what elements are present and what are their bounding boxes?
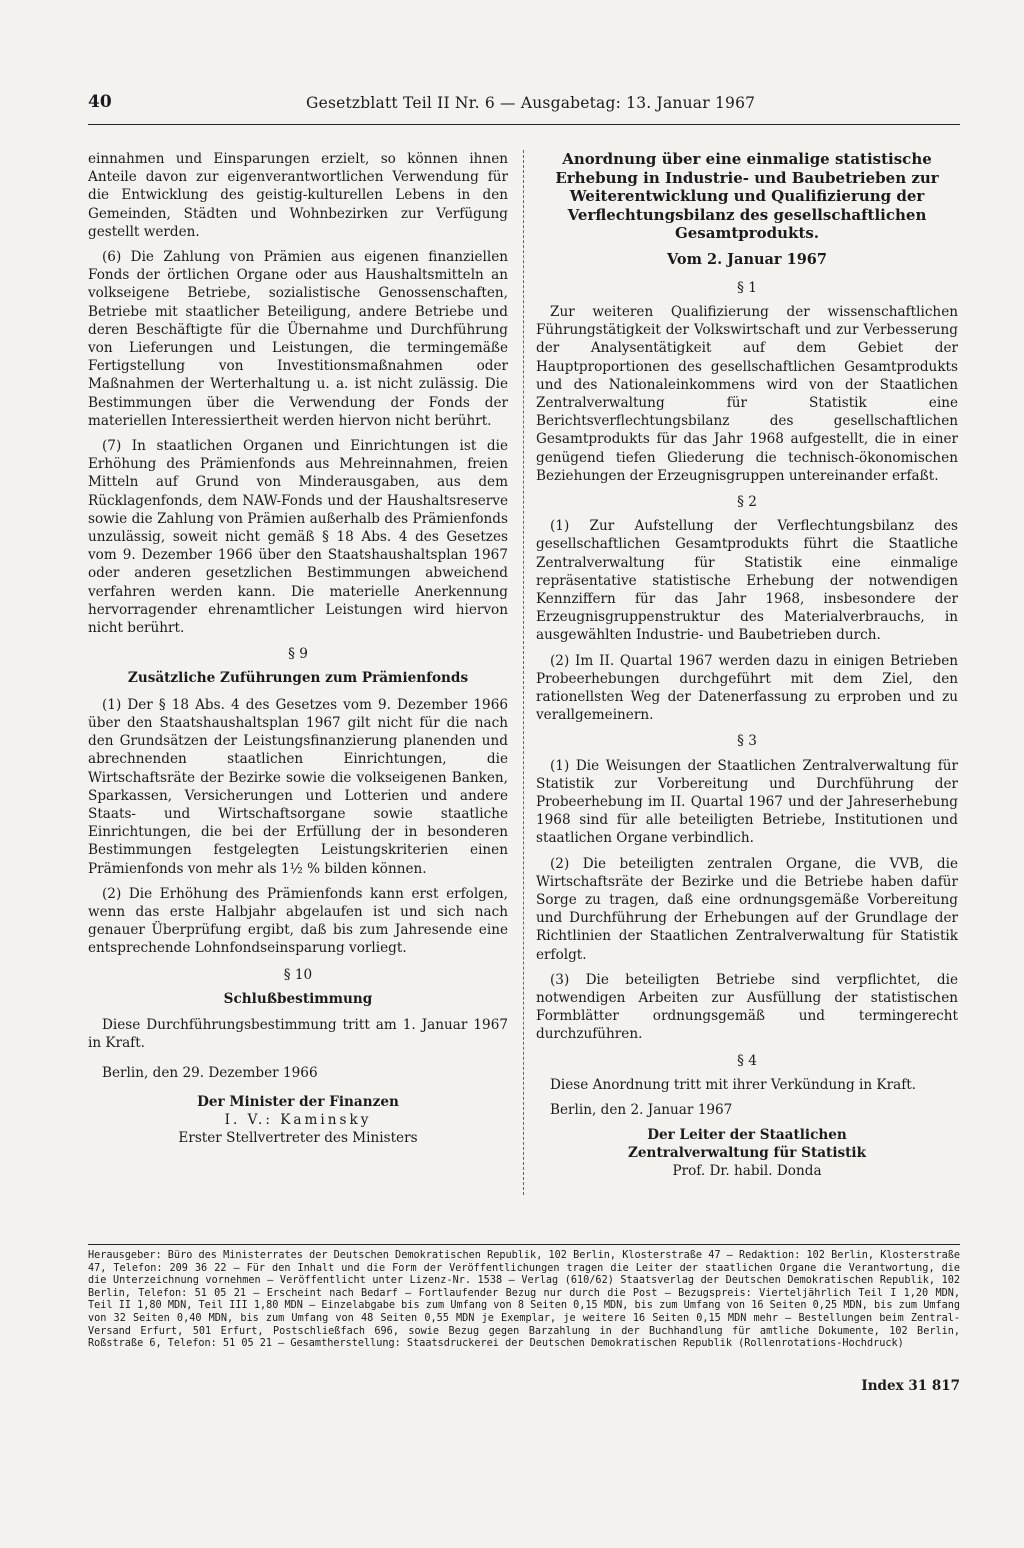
paragraph: (6) Die Zahlung von Prämien aus eigenen finanziellen Fonds der örtlichen Organe oder aus Haushaltsmitteln an volkseigene Betriebe, sozialistische Genossenschaften, Betriebe mit staatlicher Beteiligung, andere Betriebe und deren Beschäftigte für die Übernahme und Durchführung von Lieferungen und Leistungen, die termingemäße Fertigstellung von Investitionsmaßnahmen oder Maßnahmen der Werterhaltung u. a. ist nicht zulässig. Die Bestimmungen über die Verwendung der Fonds der materiellen Interessiertheit werden hiervon nicht berührt. [88, 249, 508, 429]
signatory-title: Der Minister der Finanzen [197, 1093, 399, 1110]
place-date: Berlin, den 29. Dezember 1966 [102, 1065, 318, 1082]
paragraph: (1) Zur Aufstellung der Verflechtungsbilanz des gesellschaftlichen Gesamtprodukts führt die Staatliche Zentralverwaltung für Statistik eine einmalige repräsentative statistische Erhebung der notwendigen Kennziffern für das Jahr 1968, insbesondere der Erzeugnisgruppenstruktur des Materialverbrauchs, in ausgewählten Industrie- und Baubetrieben durch. [536, 518, 958, 644]
paragraph: (2) Die Erhöhung des Prämienfonds kann erst erfolgen, wenn das erste Halbjahr abgelaufen ist und sich nach genauer Überprüfung ergibt, daß bis zum Jahresende eine entsprechende Lohnfondseinsparung vorliegt. [88, 885, 508, 957]
paragraph: einnahmen und Einsparungen erzielt, so können ihnen Anteile davon zur eigenverantwortlichen Verwendung für die Entwicklung des geistig-kulturellen Lebens in den Gemeinden, Städten und Wohnbezirken zur Verfügung gestellt werden. [88, 151, 508, 240]
ordinance-title: Anordnung über eine einmalige statistische Erhebung in Industrie- und Baubetrieben zur Weiterentwicklung und Qualifizierung der Verflechtungsbilanz des gesellschaftlichen Gesamtprodukts. [555, 150, 939, 242]
page-number: 40 [88, 92, 112, 112]
section-title: Zusätzliche Zuführungen zum Prämienfonds [127, 670, 469, 687]
section-number: § 2 [737, 493, 757, 510]
paragraph: Diese Anordnung tritt mit ihrer Verkündung in Kraft. [550, 1076, 917, 1093]
signatory-title: Der Leiter der Staatlichen Zentralverwaltung für Statistik [627, 1127, 867, 1162]
column-divider [523, 150, 524, 1195]
place-date: Berlin, den 2. Januar 1967 [550, 1102, 733, 1119]
signatory-name: Prof. Dr. habil. Donda [672, 1163, 822, 1180]
paragraph: (2) Die beteiligten zentralen Organe, die VVB, die Wirtschaftsräte der Bezirke und die Betriebe haben dafür Sorge zu tragen, daß eine ordnungsgemäße Vorbereitung und Durchführung der Erhebungen auf der Grundlage der Richtlinien der Staatlichen Zentralverwaltung für Statistik erfolgt. [536, 855, 958, 963]
paragraph: Diese Durchführungsbestimmung tritt am 1. Januar 1967 in Kraft. [88, 1016, 508, 1052]
left-column [88, 150, 508, 1147]
signatory-role: Erster Stellvertreter des Ministers [178, 1129, 418, 1146]
section-title: Schlußbestimmung [223, 990, 373, 1007]
paragraph: (3) Die beteiligten Betriebe sind verpflichtet, die notwendigen Arbeiten zur Ausfüllung der statistischen Formblätter ordnungsgemäß und termingerecht durchzuführen. [536, 971, 958, 1043]
imprint: Herausgeber: Büro des Ministerrates der Deutschen Demokratischen Republik, 102 Berlin, Klosterstraße 47 — Redaktion: 102 Berlin, Klosterstraße 47, Telefon: 209 36 22 — Für den Inhalt und die Form der Veröffentlichungen tragen die Leiter der staatlichen Organe die Verantwortung, die die Unterzeichnung vornehmen — Veröffentlicht unter Lizenz-Nr. 1538 — Verlag (610/62) Staatsverlag der Deutschen Demokratischen Republik, 102 Berlin, Telefon: 51 05 21 — Erscheint nach Bedarf — Fortlaufender Bezug nur durch die Post — Bezugspreis: Vierteljährlich Teil I 1,20 MDN, Teil II 1,80 MDN, Teil III 1,80 MDN — Einzelabgabe bis zum Umfang von 8 Seiten 0,15 MDN, bis zum Umfang von 16 Seiten 0,25 MDN, bis zum Umfang von 32 Seiten 0,40 MDN, bis zum Umfang von 48 Seiten 0,55 MDN je Exemplar, je weitere 16 Seiten 0,15 MDN mehr — Bestellungen beim Zentral-Versand Erfurt, 501 Erfurt, Postschließfach 696, sowie Bezug gegen Barzahlung in der Buchhandlung für amtliche Dokumente, 102 Berlin, Roßstraße 6, Telefon: 51 05 21 — Gesamtherstellung: Staatsdruckerei der Deutschen Demokratischen Republik (Rollenrotations-Hochdruck) [88, 1250, 960, 1350]
section-number: § 1 [737, 279, 757, 296]
section-number: § 10 [283, 966, 313, 983]
running-title: Gesetzblatt Teil II Nr. 6 — Ausgabetag: 13. Januar 1967 [306, 94, 756, 112]
signatory-name: I. V.: Kaminsky [224, 1111, 372, 1128]
ordinance-date: Vom 2. Januar 1967 [667, 250, 827, 268]
header-rule [88, 124, 960, 125]
section-number: § 9 [288, 646, 308, 663]
index-number: Index 31 817 [861, 1378, 960, 1394]
paragraph: (7) In staatlichen Organen und Einrichtungen ist die Erhöhung des Prämienfonds aus Mehreinnahmen, freien Mitteln auf Grund von Minderausgaben, aus dem Rücklagenfonds, dem NAW-Fonds und der Haushaltsreserve sowie die Zahlung von Prämien außerhalb des Prämienfonds unzulässig, soweit nicht gemäß § 18 Abs. 4 des Gesetzes vom 9. Dezember 1966 über den Staatshaushaltsplan 1967 oder anderen gesetzlichen Bestimmungen abweichend verfahren werden kann. Die materielle Anerkennung hervorragender ehrenamtlicher Leistungen wird hiervon nicht berührt. [88, 438, 508, 637]
paragraph: (1) Der § 18 Abs. 4 des Gesetzes vom 9. Dezember 1966 über den Staatshaushaltsplan 1967 gilt nicht für die nach den Grundsätzen der Leistungsfinanzierung planenden und abrechnenden staatlichen Einrichtungen, die Wirtschaftsräte der Bezirke sowie die volkseigenen Banken, Sparkassen, Versicherungen und Lotterien und andere Staats- und Wirtschaftsorgane sowie staatliche Einrichtungen, die bei der Erfüllung der in besonderen Bestimmungen festgelegten Leistungskriterien einen Prämienfonds von mehr als 1½ % bilden können. [88, 696, 508, 877]
section-number: § 3 [737, 733, 757, 750]
page-header [88, 92, 960, 122]
right-column [536, 150, 958, 1180]
paragraph: (2) Im II. Quartal 1967 werden dazu in einigen Betrieben Probeerhebungen durchgeführt mit dem Ziel, den rationellsten Weg der Datenerfassung zu erproben und zu verallgemeinern. [536, 652, 958, 724]
signature-block [536, 1126, 958, 1180]
paragraph: Zur weiteren Qualifizierung der wissenschaftlichen Führungstätigkeit der Volkswirtschaft und zur Verbesserung der Analysentätigkeit auf dem Gebiet der Hauptproportionen des gesellschaftlichen Gesamtprodukts und des Nationaleinkommens wird von der Staatlichen Zentralverwaltung für Statistik eine Berichtsverflechtungsbilanz des gesellschaftlichen Gesamtprodukts für das Jahr 1968 aufgestellt, die in einer genügend tiefen Gliederung die technisch-ökonomischen Beziehungen der Erzeugnisgruppen untereinander erfaßt. [536, 303, 958, 484]
paragraph: (1) Die Weisungen der Staatlichen Zentralverwaltung für Statistik zur Vorbereitung und Durchführung der Probeerhebung im II. Quartal 1967 und der Jahreserhebung 1968 sind für alle beteiligten Betriebe, Institutionen und staatlichen Organe verbindlich. [536, 757, 958, 847]
imprint-rule [88, 1244, 960, 1245]
section-number: § 4 [737, 1052, 757, 1069]
signature-block [88, 1093, 508, 1147]
